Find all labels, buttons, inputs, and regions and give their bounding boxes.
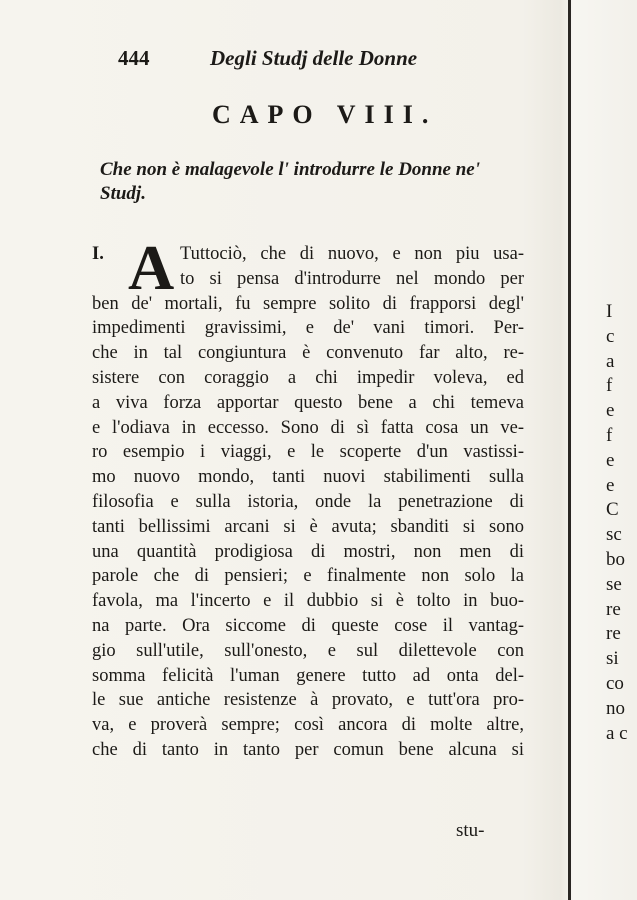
chapter-heading: CAPO VIII. bbox=[212, 100, 438, 129]
catchword: stu- bbox=[456, 820, 485, 841]
facing-page-fragment: re bbox=[606, 598, 621, 620]
facing-page-fragment: a bbox=[606, 350, 615, 372]
text-line: una quantità prodigiosa di mostri, non men di bbox=[92, 541, 524, 562]
facing-page-fragment: f bbox=[606, 424, 613, 446]
facing-page-fragment: f bbox=[606, 375, 613, 397]
page-gutter-edge bbox=[568, 0, 571, 900]
text-line: somma felicità l'uman genere tutto ad onta del- bbox=[92, 665, 524, 686]
facing-page-fragment: c bbox=[606, 325, 615, 347]
body-paragraph bbox=[92, 232, 524, 763]
facing-page-fragments bbox=[606, 300, 637, 746]
text-line: ro esempio i viaggi, e le scoperte d'un vastissi- bbox=[92, 442, 524, 463]
text-line: to si pensa d'introdurre nel mondo per bbox=[180, 268, 524, 289]
body-lines bbox=[92, 242, 524, 763]
text-line: filosofia e sulla istoria, onde la penetrazione di bbox=[92, 491, 524, 512]
text-line: Tuttociò, che di nuovo, e non piu usa- bbox=[180, 244, 524, 264]
section-number: I. bbox=[92, 244, 104, 264]
facing-page-fragment: bo bbox=[606, 548, 625, 570]
drop-cap: A bbox=[128, 232, 175, 303]
facing-page-fragment: e bbox=[606, 474, 615, 496]
facing-page-fragment: e bbox=[606, 449, 615, 471]
text-line: tanti bellissimi arcani si è avuta; sbanditi si sono bbox=[92, 516, 524, 537]
text-line: che di tanto in tanto per comun bene alcuna si bbox=[92, 739, 524, 760]
facing-page-fragment: e bbox=[606, 400, 615, 422]
running-title: Degli Studj delle Donne bbox=[210, 46, 418, 70]
facing-page-fragment: C bbox=[606, 499, 619, 521]
text-line: ben de' mortali, fu sempre solito di frapporsi degl' bbox=[92, 293, 524, 314]
facing-page-fragment: sc bbox=[606, 524, 622, 546]
facing-page-fragment: a c bbox=[606, 722, 628, 744]
facing-page-fragment: co bbox=[606, 672, 624, 694]
text-line: parole che di pensieri; e finalmente non solo la bbox=[92, 566, 524, 587]
text-line: na parte. Ora siccome di queste cose il vantag- bbox=[92, 615, 524, 636]
facing-page-fragment: I bbox=[606, 301, 613, 322]
text-line: impedimenti gravissimi, e de' vani timori. Per- bbox=[92, 318, 524, 339]
chapter-subtitle: Che non è malagevole l' introdurre le Donne ne' Studj. bbox=[100, 159, 481, 204]
text-line: gio sull'utile, sull'onesto, e sul dilettevole con bbox=[92, 640, 524, 661]
text-line: favola, ma l'incerto e il dubbio si è tolto in buo- bbox=[92, 591, 524, 612]
facing-page-fragment: no bbox=[606, 697, 625, 719]
facing-page-fragment: re bbox=[606, 623, 621, 645]
text-line: a viva forza apportar questo bene a chi temeva bbox=[92, 392, 524, 413]
text-line: sistere con coraggio a chi impedir voleva, ed bbox=[92, 367, 524, 388]
page-number: 444 bbox=[118, 46, 150, 70]
text-line: mo nuovo mondo, tanti nuovi stabilimenti sulla bbox=[92, 467, 524, 488]
facing-page-fragment: se bbox=[606, 573, 622, 595]
text-line: che in tal congiuntura è convenuto far alto, re- bbox=[92, 343, 524, 364]
text-line: le sue antiche resistenze à provato, e tutt'ora pro- bbox=[92, 690, 524, 711]
text-line: va, e proverà sempre; così ancora di molte altre, bbox=[92, 715, 524, 736]
facing-page-fragment: si bbox=[606, 648, 619, 670]
running-header bbox=[118, 46, 438, 74]
text-line: e l'odiava in eccesso. Sono di sì fatta cosa un ve- bbox=[92, 417, 524, 438]
